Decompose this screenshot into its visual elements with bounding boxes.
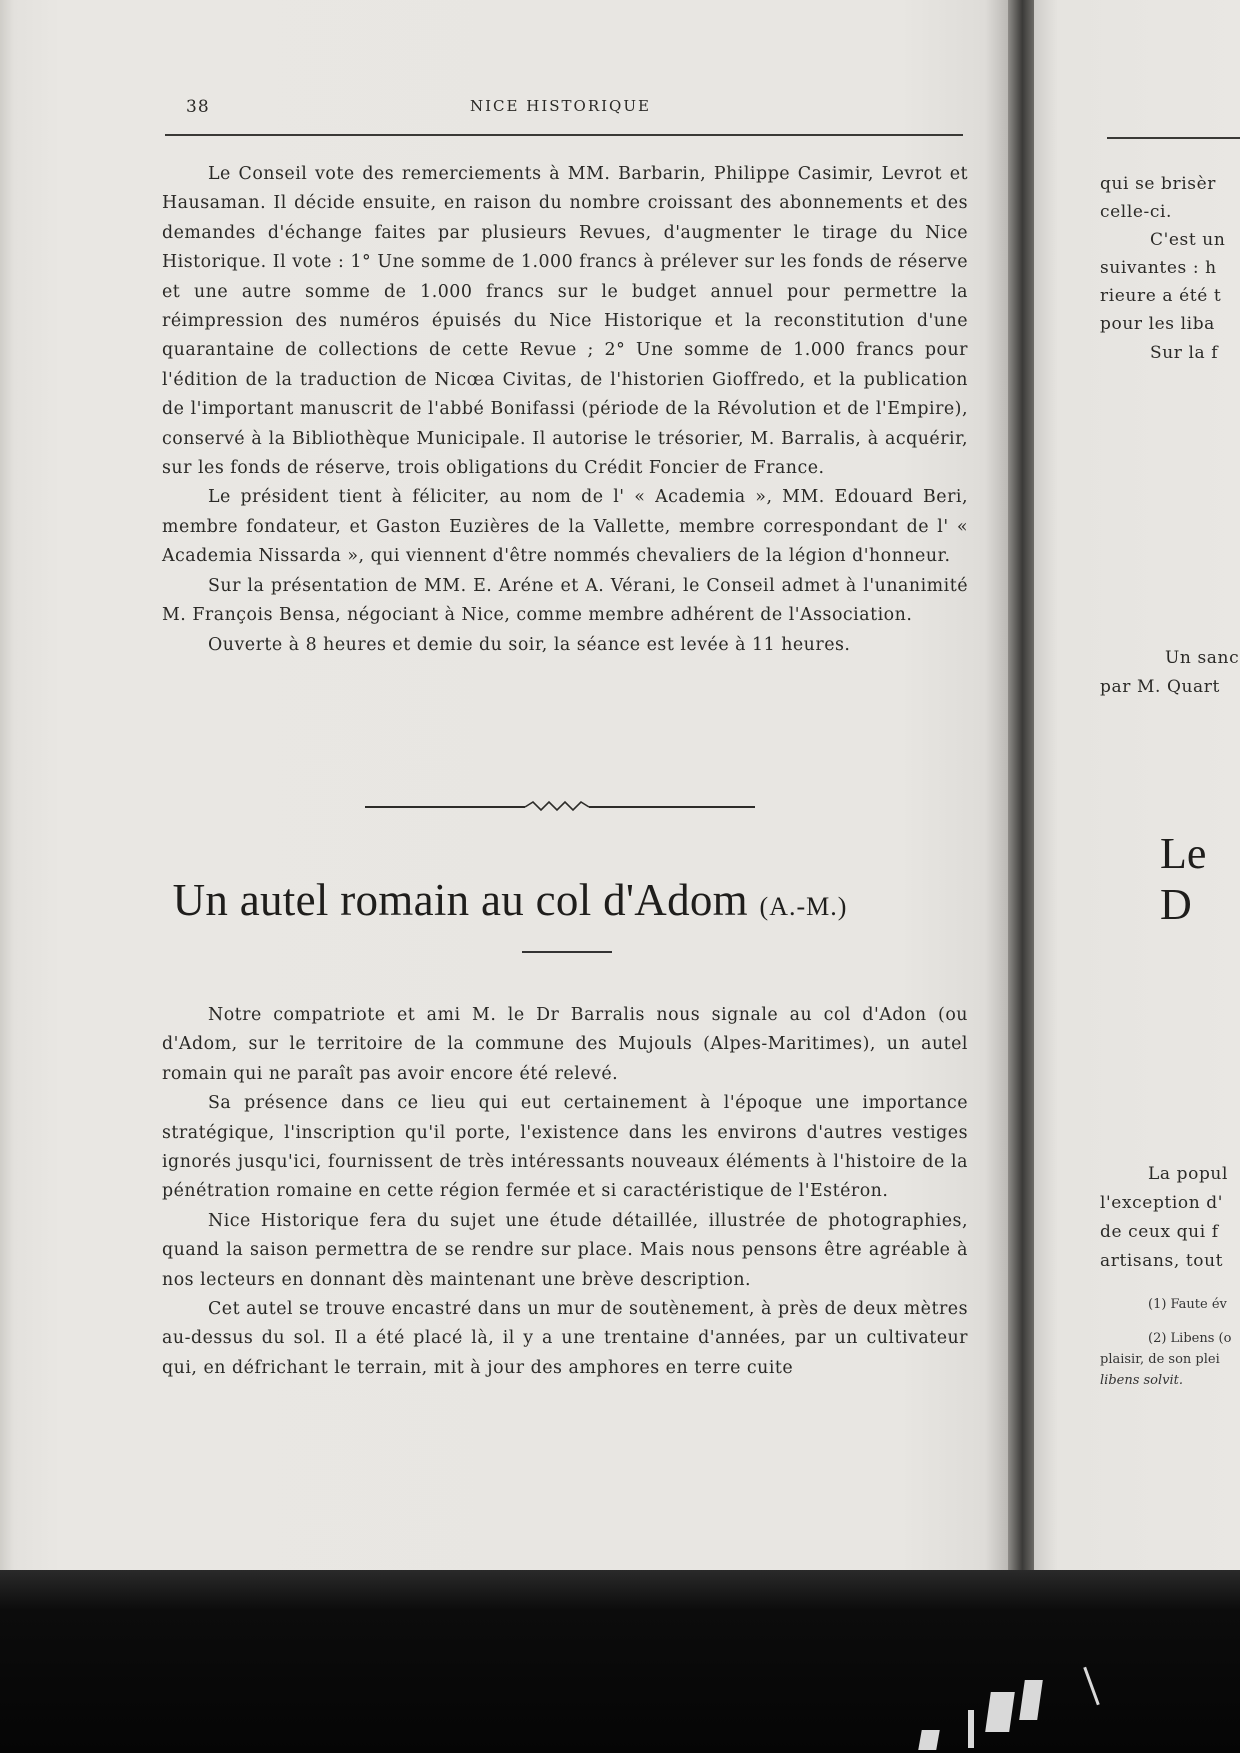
minutes-text: [162, 160, 968, 660]
facing-page-fragment: de ceux qui f: [1100, 1222, 1219, 1242]
running-head: NICE HISTORIQUE: [470, 97, 651, 115]
facing-page-footnote: (2) Libens (o: [1148, 1331, 1232, 1346]
minutes-paragraph: Sur la présentation de MM. E. Aréne et A. Vérani, le Conseil admet à l'unanimité M. François Bensa, négociant à Nice, comme membre adhérent de l'Association.: [162, 575, 968, 626]
article-paragraph: Cet autel se trouve encastré dans un mur de soutènement, à près de deux mètres au-dessus du sol. Il a été placé là, il y a une trentaine d'années, par un cultivateur qui, en défrichant le terrain, mit à jour des amphores en terre cuite: [162, 1299, 968, 1378]
article-title: [0, 874, 1020, 926]
facing-page-heading: Le D: [1160, 829, 1207, 929]
title-rule: [522, 951, 612, 953]
facing-page-fragment: rieure a été t: [1100, 286, 1222, 306]
article-paragraph: Nice Historique fera du sujet une étude détaillée, illustrée de photographies, quand la saison permettra de se rendre sur place. Mais nous pensons être agréable à nos lecteurs en donnant dès maintenant une brève description.: [162, 1210, 968, 1290]
article-paragraph: Notre compatriote et ami M. le Dr Barralis nous signale au col d'Adon (ou d'Adom, sur le territoire de la commune des Mujouls (Alpes-Maritimes), un autel romain qui ne paraît pas avoir encore été relevé.: [162, 1005, 968, 1084]
facing-page-fragment: pour les liba: [1100, 314, 1215, 334]
page-number: 38: [186, 97, 210, 117]
header-rule: [165, 134, 963, 136]
facing-page-fragment: par M. Quart: [1100, 677, 1220, 697]
minutes-paragraph: Le Conseil vote des remerciements à MM. Barbarin, Philippe Casimir, Levrot et Hausaman. Il décide ensuite, en raison du nombre croissant des abonnements et des demandes d'échange faites par plusieurs Revues, d'augmenter le tirage du Nice Historique. Il vote : 1° Une somme de 1.000 francs à prélever sur les fonds de réserve et une autre somme de 1.000 francs sur le budget annuel pour permettre la réimpression des numéros épuisés du Nice Historique et la reconstitution d'une quarantaine de collections de cette Revue ; 2° Une somme de 1.000 francs pour l'édition de la traduction de Nicœa Civitas, de l'historien Gioffredo, et la publication de l'important manuscrit de l'abbé Bonifassi (période de la Révolution et de l'Empire), conservé à la Bibliothèque Municipale. Il autorise le trésorier, M. Barralis, à acquérir, sur les fonds de réserve, trois obligations du Crédit Foncier de France.: [162, 164, 968, 479]
facing-page-fragment: qui se brisèr: [1100, 174, 1217, 194]
book-gutter: [1008, 0, 1034, 1575]
article-title-text: Un autel romain au col d'Adom: [172, 875, 748, 925]
facing-page-fragment: celle-ci.: [1100, 202, 1173, 222]
facing-page-footnote: (1) Faute év: [1148, 1297, 1227, 1312]
page-header: [0, 97, 1020, 121]
book-clip-icon: [900, 1610, 1100, 1750]
facing-page-fragment: Un sanc: [1165, 648, 1240, 668]
facing-page-fragment: La popul: [1148, 1164, 1229, 1184]
article-text: [162, 1001, 968, 1383]
facing-page-fragment: l'exception d': [1100, 1193, 1224, 1213]
article-title-suffix: (A.-M.): [759, 892, 848, 921]
facing-page-footnote: libens solvit.: [1100, 1373, 1184, 1388]
minutes-paragraph: Le président tient à féliciter, au nom de l' « Academia », MM. Edouard Beri, membre fondateur, et Gaston Euzières de la Vallette, membre correspondant de l' « Academia Nissarda », qui viennent d'être nommés chevaliers de la légion d'honneur.: [162, 487, 968, 567]
article-paragraph: Sa présence dans ce lieu qui eut certainement à l'époque une importance stratégique, l'inscription qu'il porte, l'existence dans les environs d'autres vestiges ignorés jusqu'ici, fournissent de très intéressants nouveaux éléments à l'histoire de la pénétration romaine en cette région fermée et si caractéristique de l'Estéron.: [162, 1093, 968, 1202]
facing-page-fragment: Sur la f: [1150, 343, 1219, 363]
facing-page-fragment: artisans, tout: [1100, 1251, 1224, 1271]
facing-page-fragment: suivantes : h: [1100, 258, 1217, 278]
minutes-paragraph: Ouverte à 8 heures et demie du soir, la séance est levée à 11 heures.: [208, 634, 851, 655]
facing-page-rule: [1107, 137, 1240, 139]
section-ornament: [365, 795, 755, 815]
facing-page-footnote: plaisir, de son plei: [1100, 1352, 1220, 1367]
facing-page-fragment: C'est un: [1150, 230, 1226, 250]
